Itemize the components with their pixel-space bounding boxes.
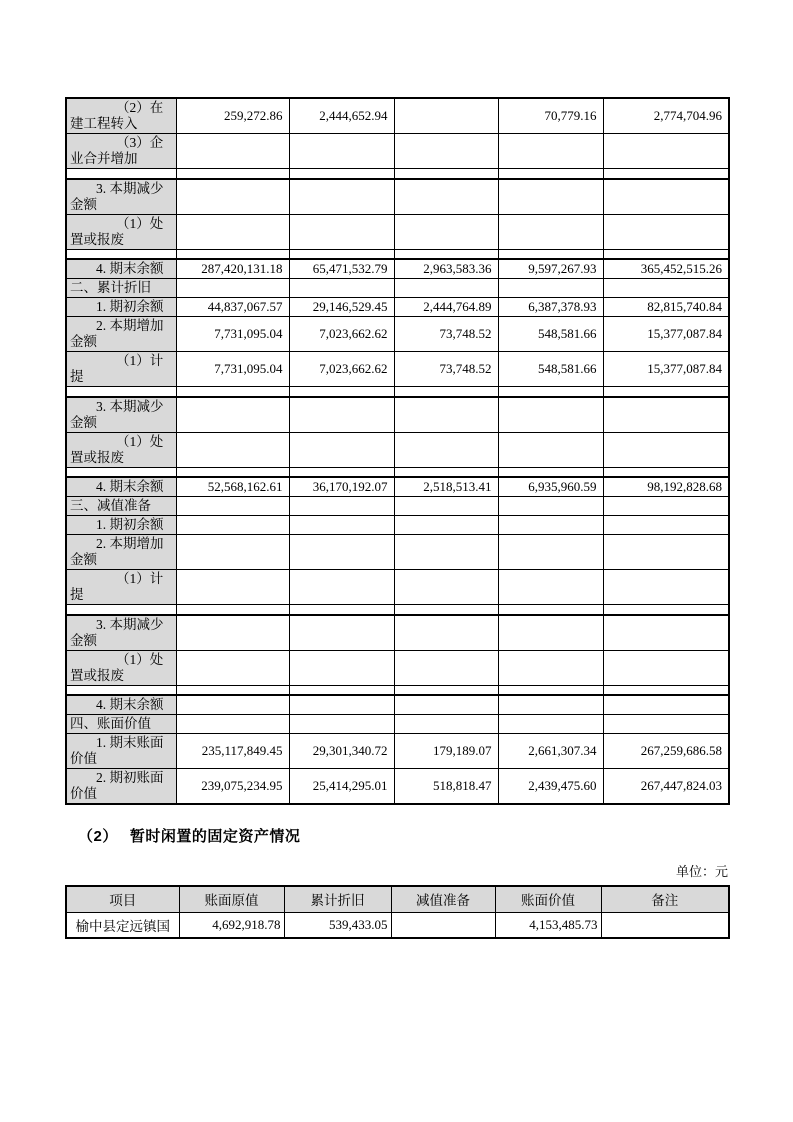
spacer-cell [176, 605, 289, 615]
table-row [66, 387, 729, 397]
row-label: 4. 期末余额 [66, 477, 176, 497]
cell-value [176, 134, 289, 169]
table-row [66, 477, 729, 497]
cell-value [394, 570, 498, 605]
row-label: （1）计提 [66, 352, 176, 387]
cell-value [498, 715, 603, 734]
cell-value: 239,075,234.95 [176, 769, 289, 805]
spacer-cell [394, 685, 498, 695]
cell-value [176, 695, 289, 715]
cell-value [176, 432, 289, 467]
cell-value [394, 516, 498, 535]
table-row [66, 516, 729, 535]
cell-value: 548,581.66 [498, 317, 603, 352]
row-label: 榆中县定远镇国 [66, 912, 179, 938]
cell-value: 7,023,662.62 [289, 352, 394, 387]
cell-value [289, 535, 394, 570]
spacer-cell [176, 169, 289, 179]
table-row [66, 134, 729, 169]
table-row [66, 535, 729, 570]
spacer-cell [394, 169, 498, 179]
spacer-cell [394, 467, 498, 477]
cell-value [289, 695, 394, 715]
cell-value [603, 535, 729, 570]
cell-value [498, 695, 603, 715]
cell-value: 15,377,087.84 [603, 317, 729, 352]
unit-label: 单位：元 [675, 864, 728, 879]
row-label: 3. 本期减少金额 [66, 615, 176, 651]
cell-value [289, 650, 394, 685]
cell-value [176, 214, 289, 249]
cell-value [289, 516, 394, 535]
cell-value: 73,748.52 [394, 317, 498, 352]
cell-value: 29,146,529.45 [289, 298, 394, 317]
cell-value [498, 432, 603, 467]
spacer-label-cell [66, 467, 176, 477]
spacer-label-cell [66, 249, 176, 259]
cell-value: 82,815,740.84 [603, 298, 729, 317]
table-row [66, 397, 729, 433]
column-header: 账面原值 [179, 886, 284, 912]
cell-value [498, 179, 603, 215]
table-row [66, 259, 729, 279]
cell-value [394, 397, 498, 433]
cell-value: 365,452,515.26 [603, 259, 729, 279]
row-label: 1. 期初余额 [66, 298, 176, 317]
cell-value [176, 615, 289, 651]
cell-value [498, 516, 603, 535]
cell-value [289, 570, 394, 605]
cell-value [394, 279, 498, 298]
cell-value: 2,444,652.94 [289, 98, 394, 134]
heading-text: 暂时闲置的固定资产情况 [129, 828, 301, 845]
idle-table-body [66, 912, 729, 938]
spacer-cell [603, 387, 729, 397]
row-label: 1. 期末账面价值 [66, 734, 176, 769]
cell-value [176, 715, 289, 734]
cell-value: 70,779.16 [498, 98, 603, 134]
table-row [66, 214, 729, 249]
cell-value [394, 179, 498, 215]
cell-value [289, 134, 394, 169]
cell-value [603, 570, 729, 605]
spacer-cell [176, 387, 289, 397]
cell-value [601, 912, 729, 938]
column-header: 项目 [66, 886, 179, 912]
cell-value: 4,153,485.73 [495, 912, 601, 938]
table-row [66, 695, 729, 715]
cell-value: 9,597,267.93 [498, 259, 603, 279]
cell-value [176, 516, 289, 535]
cell-value [603, 432, 729, 467]
spacer-cell [289, 685, 394, 695]
cell-value: 7,731,095.04 [176, 352, 289, 387]
table-row [66, 650, 729, 685]
spacer-cell [603, 685, 729, 695]
cell-value [603, 397, 729, 433]
row-label: 1. 期初余额 [66, 516, 176, 535]
row-label: 3. 本期减少金额 [66, 179, 176, 215]
spacer-cell [498, 387, 603, 397]
row-label: 三、减值准备 [66, 497, 176, 516]
cell-value [176, 397, 289, 433]
table-row [66, 249, 729, 259]
cell-value [289, 179, 394, 215]
cell-value [394, 715, 498, 734]
cell-value [498, 570, 603, 605]
cell-value [603, 134, 729, 169]
spacer-cell [289, 169, 394, 179]
table-row [66, 432, 729, 467]
cell-value [289, 397, 394, 433]
cell-value: 44,837,067.57 [176, 298, 289, 317]
cell-value: 235,117,849.45 [176, 734, 289, 769]
spacer-cell [498, 249, 603, 259]
table-row [66, 685, 729, 695]
cell-value [603, 695, 729, 715]
cell-value [603, 715, 729, 734]
cell-value [498, 497, 603, 516]
row-label: 2. 本期增加金额 [66, 317, 176, 352]
cell-value: 65,471,532.79 [289, 259, 394, 279]
spacer-cell [176, 249, 289, 259]
cell-value: 73,748.52 [394, 352, 498, 387]
cell-value [603, 279, 729, 298]
cell-value [176, 650, 289, 685]
table-row [66, 467, 729, 477]
row-label: （2）在建工程转入 [66, 98, 176, 134]
spacer-cell [498, 605, 603, 615]
cell-value [289, 432, 394, 467]
cell-value [498, 650, 603, 685]
table-row [66, 912, 729, 938]
row-label: 4. 期末余额 [66, 695, 176, 715]
spacer-cell [176, 685, 289, 695]
column-header: 账面价值 [495, 886, 601, 912]
cell-value: 7,023,662.62 [289, 317, 394, 352]
cell-value [498, 134, 603, 169]
cell-value [176, 279, 289, 298]
column-header: 累计折旧 [284, 886, 391, 912]
cell-value: 52,568,162.61 [176, 477, 289, 497]
column-header: 备注 [601, 886, 729, 912]
cell-value: 7,731,095.04 [176, 317, 289, 352]
cell-value: 518,818.47 [394, 769, 498, 805]
cell-value [498, 535, 603, 570]
table-row [66, 570, 729, 605]
cell-value [289, 497, 394, 516]
cell-value [603, 179, 729, 215]
cell-value: 6,387,378.93 [498, 298, 603, 317]
cell-value: 29,301,340.72 [289, 734, 394, 769]
cell-value [603, 214, 729, 249]
idle-table-header-row [66, 886, 729, 912]
row-label: （1）计提 [66, 570, 176, 605]
spacer-cell [498, 685, 603, 695]
spacer-label-cell [66, 169, 176, 179]
cell-value [498, 279, 603, 298]
table-row [66, 605, 729, 615]
spacer-cell [603, 467, 729, 477]
cell-value: 2,444,764.89 [394, 298, 498, 317]
spacer-cell [289, 467, 394, 477]
spacer-cell [498, 169, 603, 179]
cell-value: 259,272.86 [176, 98, 289, 134]
cell-value: 548,581.66 [498, 352, 603, 387]
cell-value [289, 715, 394, 734]
row-label: 2. 期初账面价值 [66, 769, 176, 805]
cell-value: 267,447,824.03 [603, 769, 729, 805]
table-row [66, 615, 729, 651]
cell-value: 36,170,192.07 [289, 477, 394, 497]
cell-value [289, 214, 394, 249]
spacer-cell [176, 467, 289, 477]
spacer-cell [289, 605, 394, 615]
row-label: （3）企业合并增加 [66, 134, 176, 169]
cell-value [394, 432, 498, 467]
cell-value [394, 650, 498, 685]
cell-value: 2,439,475.60 [498, 769, 603, 805]
cell-value: 25,414,295.01 [289, 769, 394, 805]
cell-value [394, 615, 498, 651]
table-row [66, 279, 729, 298]
table-row [66, 769, 729, 805]
cell-value [603, 497, 729, 516]
cell-value [394, 214, 498, 249]
spacer-cell [603, 605, 729, 615]
cell-value: 179,189.07 [394, 734, 498, 769]
cell-value [603, 615, 729, 651]
table-row [66, 352, 729, 387]
cell-value: 98,192,828.68 [603, 477, 729, 497]
row-label: 二、累计折旧 [66, 279, 176, 298]
spacer-cell [289, 387, 394, 397]
spacer-label-cell [66, 685, 176, 695]
cell-value: 2,963,583.36 [394, 259, 498, 279]
table-row [66, 715, 729, 734]
cell-value [391, 912, 495, 938]
spacer-cell [394, 387, 498, 397]
cell-value: 2,774,704.96 [603, 98, 729, 134]
table-row [66, 179, 729, 215]
idle-assets-table [65, 885, 730, 939]
cell-value [176, 535, 289, 570]
spacer-cell [289, 249, 394, 259]
row-label: （1）处置或报废 [66, 214, 176, 249]
cell-value [603, 516, 729, 535]
spacer-label-cell [66, 387, 176, 397]
row-label: 4. 期末余额 [66, 259, 176, 279]
table-row [66, 317, 729, 352]
fixed-assets-table-body [66, 98, 729, 804]
cell-value: 15,377,087.84 [603, 352, 729, 387]
cell-value: 267,259,686.58 [603, 734, 729, 769]
cell-value [394, 134, 498, 169]
heading-number: （2） [78, 828, 118, 845]
table-row [66, 298, 729, 317]
spacer-cell [394, 249, 498, 259]
cell-value [603, 650, 729, 685]
table-row [66, 98, 729, 134]
column-header: 减值准备 [391, 886, 495, 912]
row-label: 3. 本期减少金额 [66, 397, 176, 433]
cell-value [176, 497, 289, 516]
table-row [66, 497, 729, 516]
spacer-cell [394, 605, 498, 615]
cell-value [394, 497, 498, 516]
cell-value [394, 695, 498, 715]
cell-value: 287,420,131.18 [176, 259, 289, 279]
cell-value [498, 615, 603, 651]
cell-value [498, 214, 603, 249]
spacer-label-cell [66, 605, 176, 615]
spacer-cell [603, 169, 729, 179]
table-row [66, 169, 729, 179]
cell-value [176, 570, 289, 605]
spacer-cell [498, 467, 603, 477]
cell-value [289, 615, 394, 651]
cell-value: 2,661,307.34 [498, 734, 603, 769]
row-label: （1）处置或报废 [66, 432, 176, 467]
cell-value: 2,518,513.41 [394, 477, 498, 497]
cell-value [498, 397, 603, 433]
cell-value [176, 179, 289, 215]
row-label: 四、账面价值 [66, 715, 176, 734]
cell-value: 4,692,918.78 [179, 912, 284, 938]
row-label: （1）处置或报废 [66, 650, 176, 685]
page-content [65, 97, 728, 939]
cell-value [289, 279, 394, 298]
cell-value: 539,433.05 [284, 912, 391, 938]
spacer-cell [603, 249, 729, 259]
cell-value [394, 535, 498, 570]
cell-value: 6,935,960.59 [498, 477, 603, 497]
row-label: 2. 本期增加金额 [66, 535, 176, 570]
idle-assets-heading [78, 825, 728, 846]
cell-value [394, 98, 498, 134]
fixed-assets-movement-table [65, 97, 730, 805]
table-row [66, 734, 729, 769]
